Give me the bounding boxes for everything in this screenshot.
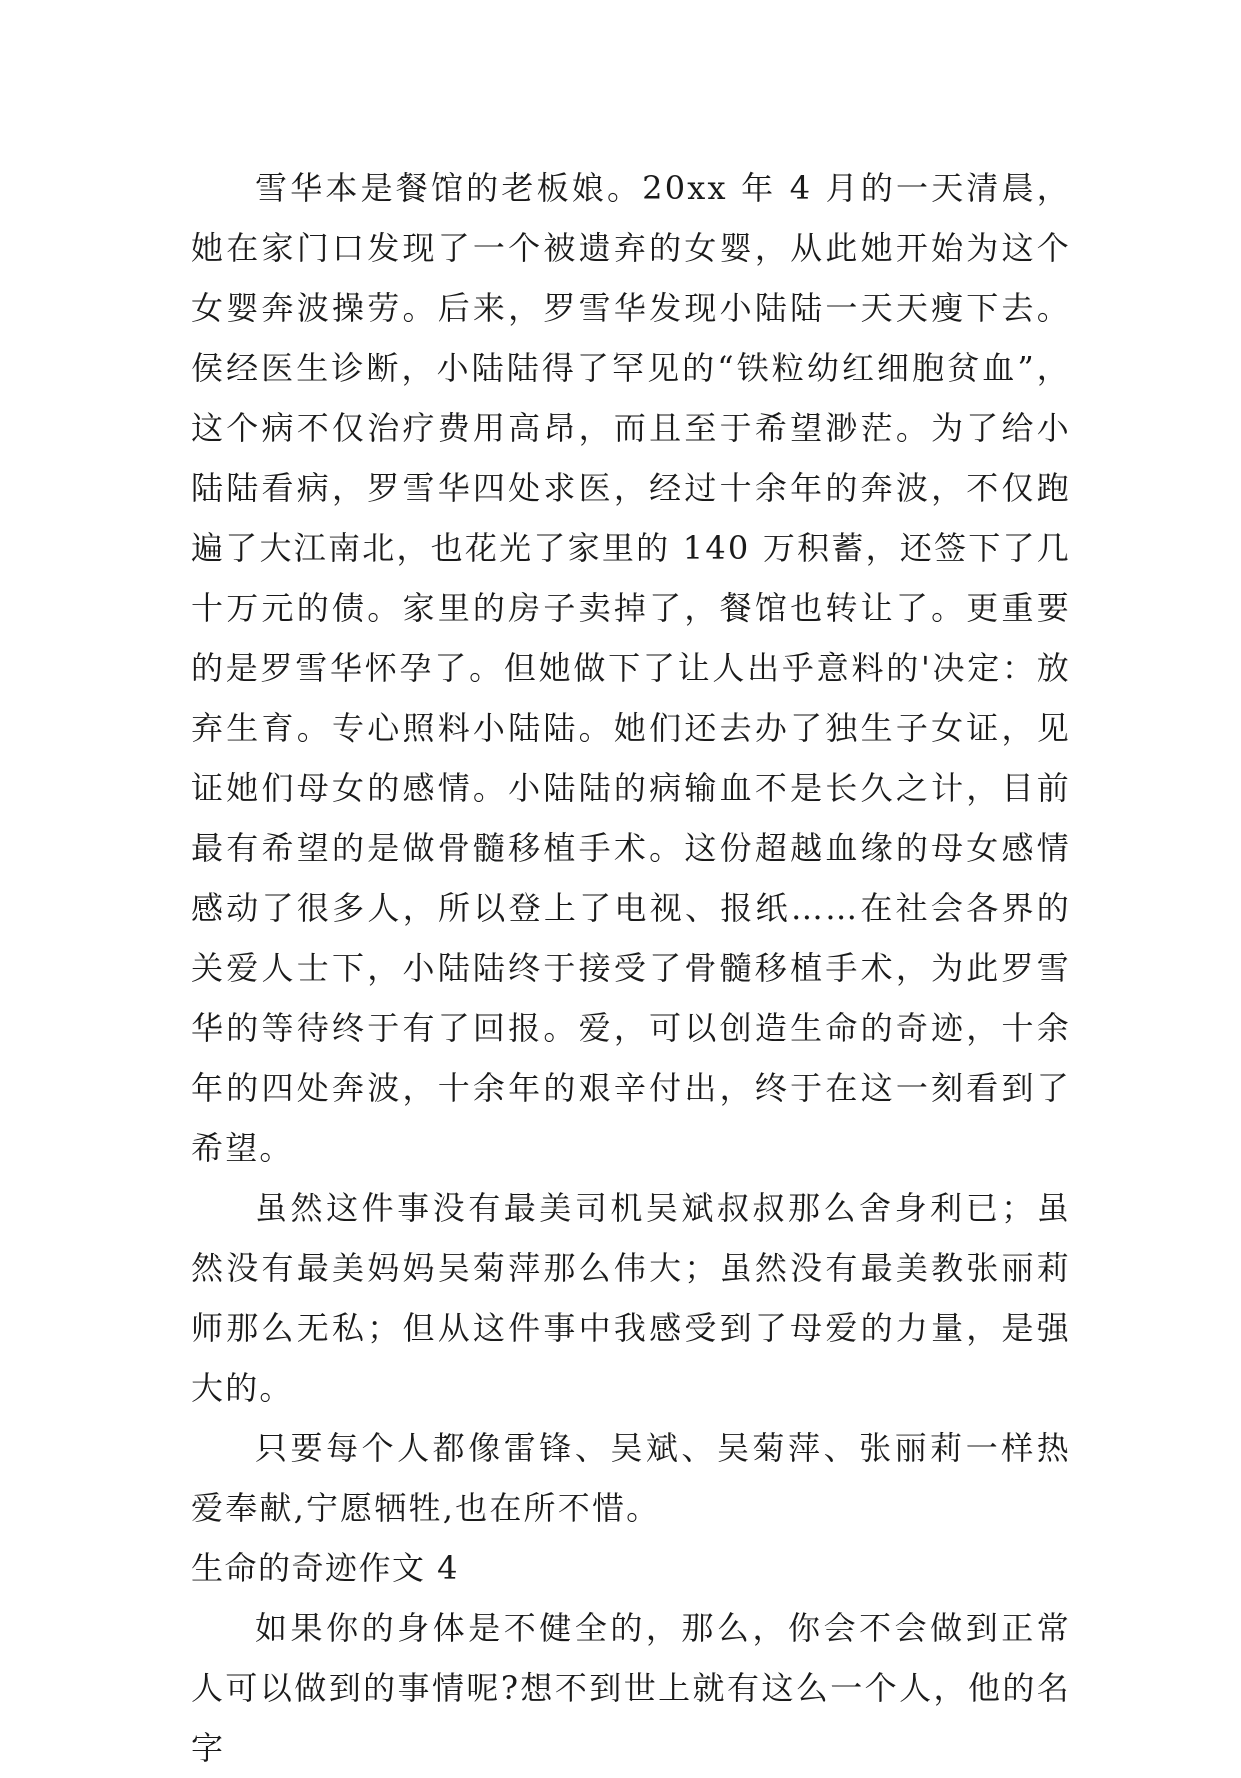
document-body [191, 158, 1071, 1778]
section-title: 生命的奇迹作文 4 [191, 1549, 460, 1587]
paragraph-3: 只要每个人都像雷锋、吴斌、吴菊萍、张丽莉一样热爱奉献,宁愿牺牲,也在所不惜。 [191, 1429, 1071, 1527]
paragraph-1: 雪华本是餐馆的老板娘。20xx 年 4 月的一天清晨，她在家门口发现了一个被遗弃的女婴，从此她开始为这个女婴奔波操劳。后来，罗雪华发现小陆陆一天天瘦下去。侯经医生诊断，小陆陆得了罕见的“铁粒幼红细胞贫血”，这个病不仅治疗费用高昂，而且至于希望渺茫。为了给小陆陆看病，罗雪华四处求医，经过十余年的奔波，不仅跑遍了大江南北，也花光了家里的 140 万积蓄，还签下了几十万元的债。家里的房子卖掉了，餐馆也转让了。更重要的是罗雪华怀孕了。但她做下了让人出乎意料的'决定：放弃生育。专心照料小陆陆。她们还去办了独生子女证，见证她们母女的感情。小陆陆的病输血不是长久之计，目前最有希望的是做骨髓移植手术。这份超越血缘的母女感情感动了很多人，所以登上了电视、报纸……在社会各界的关爱人士下，小陆陆终于接受了骨髓移植手术，为此罗雪华的等待终于有了回报。爱，可以创造生命的奇迹，十余年的四处奔波，十余年的艰辛付出，终于在这一刻看到了希望。 [191, 169, 1071, 1167]
section-paragraph-1: 如果你的身体是不健全的，那么，你会不会做到正常人可以做到的事情呢?想不到世上就有这么一个人，他的名字 [191, 1609, 1071, 1767]
paragraph-2: 虽然这件事没有最美司机吴斌叔叔那么舍身利已；虽然没有最美妈妈吴菊萍那么伟大；虽然没有最美教张丽莉师那么无私；但从这件事中我感受到了母爱的力量，是强大的。 [191, 1189, 1071, 1407]
